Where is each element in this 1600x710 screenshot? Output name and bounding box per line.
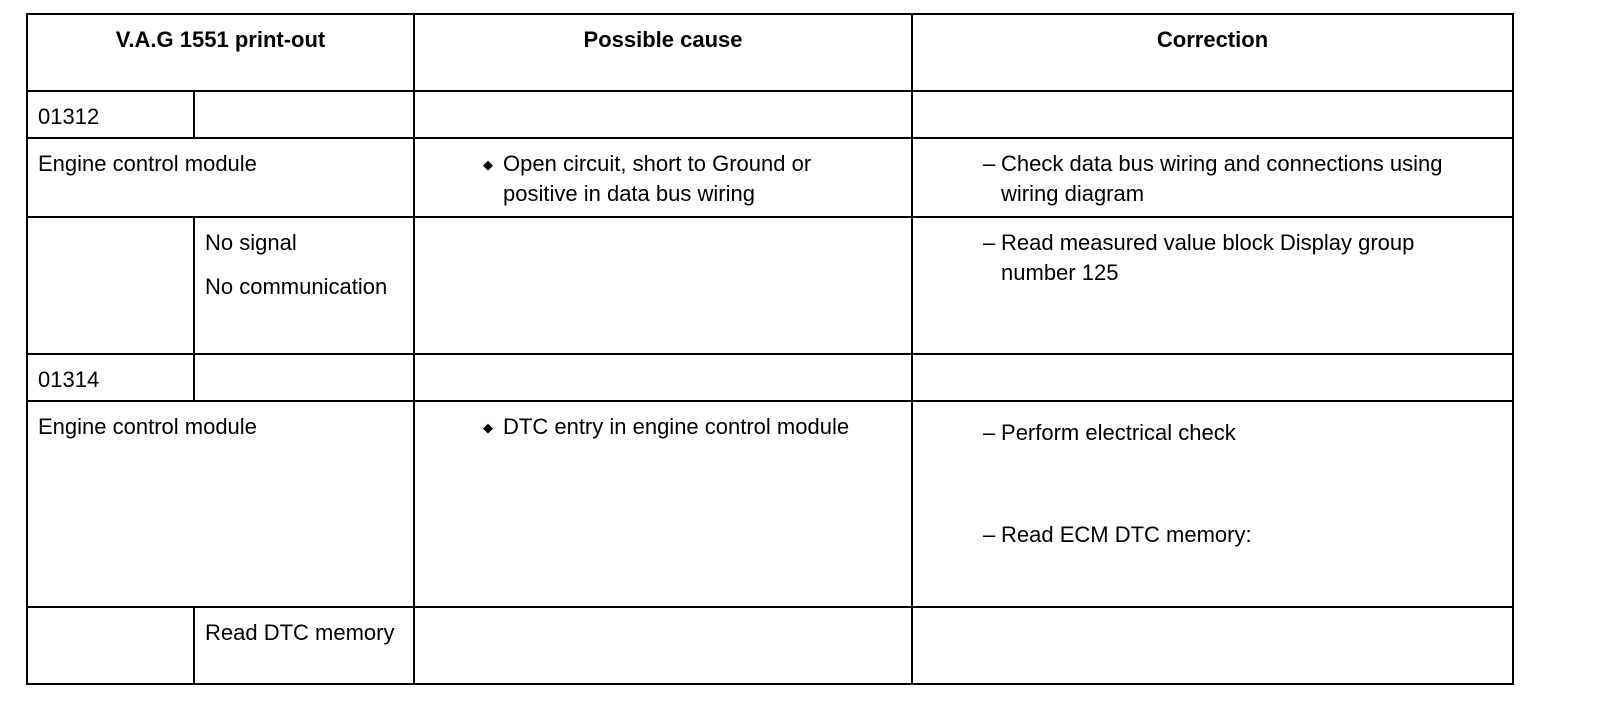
table-row bbox=[27, 217, 1513, 354]
table-row bbox=[27, 354, 1513, 401]
table-row bbox=[27, 401, 1513, 607]
table-row bbox=[27, 91, 1513, 138]
bullet-icon: ◆ bbox=[483, 157, 494, 172]
header-possible-cause: Possible cause bbox=[414, 14, 912, 91]
table-row bbox=[27, 607, 1513, 684]
table-row bbox=[27, 138, 1513, 217]
header-printout: V.A.G 1551 print-out bbox=[27, 14, 414, 91]
header-correction: Correction bbox=[912, 14, 1513, 91]
header-row bbox=[27, 14, 1513, 91]
correction: – Check data bus wiring and connections using wiring diagram bbox=[912, 138, 1513, 217]
correction: – Perform electrical check – Read ECM DTC memory: bbox=[912, 401, 1513, 607]
dash-icon: – bbox=[983, 522, 996, 547]
correction: – Read measured value block Display group number 125 bbox=[912, 217, 1513, 354]
dtc-code: 01312 bbox=[27, 91, 194, 138]
dash-icon: – bbox=[983, 151, 996, 176]
module-name: Engine control module bbox=[27, 401, 414, 607]
dtc-table bbox=[26, 13, 1514, 685]
fault-status: No signal No communication bbox=[194, 217, 414, 354]
possible-cause: ◆ DTC entry in engine control module bbox=[414, 401, 912, 607]
dash-icon: – bbox=[983, 230, 996, 255]
module-name: Engine control module bbox=[27, 138, 414, 217]
dash-icon: – bbox=[983, 420, 996, 445]
fault-status: Read DTC memory bbox=[194, 607, 414, 684]
bullet-icon: ◆ bbox=[483, 420, 494, 435]
dtc-code: 01314 bbox=[27, 354, 194, 401]
possible-cause: ◆ Open circuit, short to Ground or positive in data bus wiring bbox=[414, 138, 912, 217]
